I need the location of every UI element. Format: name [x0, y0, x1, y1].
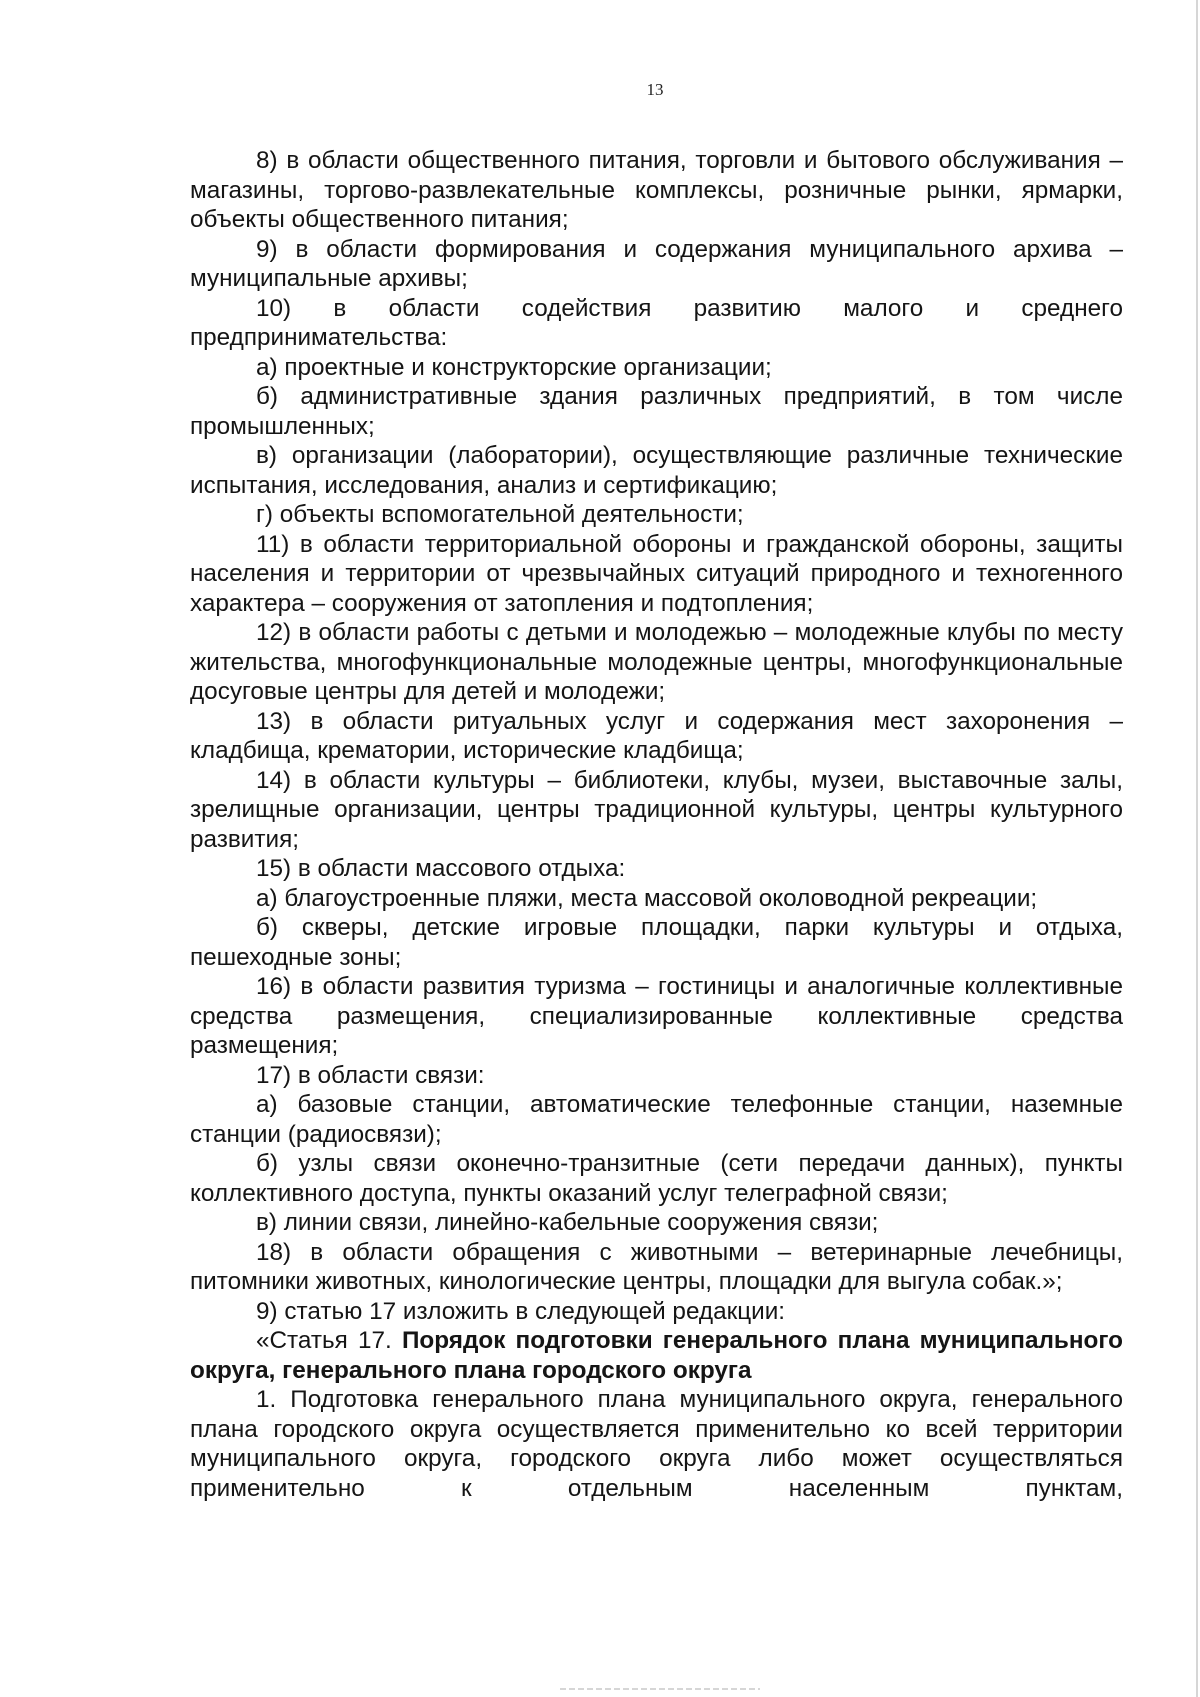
- paragraph: 1. Подготовка генерального плана муниципального округа, генерального плана городского округа осуществляется применительно ко всей территории муниципального округа, городского округа либо может осуществляться применительно к отдельным населенным пунктам,: [190, 1386, 1123, 1502]
- paragraph: в) линии связи, линейно-кабельные сооружения связи;: [256, 1209, 879, 1236]
- article-number: «Статья 17.: [256, 1327, 402, 1354]
- paragraph: г) объекты вспомогательной деятельности;: [256, 501, 744, 528]
- paragraph: 15) в области массового отдыха:: [256, 855, 626, 882]
- paragraph: б) административные здания различных предприятий, в том числе промышленных;: [190, 383, 1123, 440]
- paragraph: 16) в области развития туризма – гостиницы и аналогичные коллективные средства размещения, специализированные коллективные средства размещения;: [190, 973, 1123, 1059]
- article-title: Порядок подготовки генерального плана муниципального округа, генерального плана городского округа: [190, 1327, 1123, 1384]
- paragraph: 12) в области работы с детьми и молодежью – молодежные клубы по месту жительства, многофункциональные молодежные центры, многофункциональные досуговые центры для детей и молодежи;: [190, 619, 1123, 705]
- paragraph: 11) в области территориальной обороны и гражданской обороны, защиты населения и территории от чрезвычайных ситуаций природного и техногенного характера – сооружения от затопления и подтопления;: [190, 530, 1123, 617]
- paragraph: а) базовые станции, автоматические телефонные станции, наземные станции (радиосвязи);: [190, 1091, 1123, 1148]
- paragraph: 14) в области культуры – библиотеки, клубы, музеи, выставочные залы, зрелищные организации, центры традиционной культуры, центры культурного развития;: [190, 766, 1123, 853]
- article-heading: [190, 1326, 1123, 1385]
- paragraph: б) узлы связи оконечно-транзитные (сети передачи данных), пункты коллективного доступа, пункты оказаний услуг телеграфной связи;: [190, 1150, 1123, 1207]
- paragraph: 13) в области ритуальных услуг и содержания мест захоронения – кладбища, крематории, исторические кладбища;: [190, 707, 1123, 764]
- paragraph: 17) в области связи:: [256, 1061, 485, 1089]
- paragraph: а) благоустроенные пляжи, места массовой околоводной рекреации;: [256, 884, 1038, 912]
- paragraph: 9) в области формирования и содержания муниципального архива – муниципальные архивы;: [190, 235, 1123, 292]
- paragraph: в) организации (лаборатории), осуществляющие различные технические испытания, исследования, анализ и сертификацию;: [190, 442, 1123, 499]
- paragraph: 8) в области общественного питания, торговли и бытового обслуживания – магазины, торгово-развлекательные комплексы, розничные рынки, ярмарки, объекты общественного питания;: [190, 147, 1123, 233]
- scan-artifact: [560, 1688, 760, 1690]
- page-number: 13: [646, 80, 664, 99]
- paragraph: а) проектные и конструкторские организации;: [256, 353, 772, 381]
- paragraph: 9) статью 17 изложить в следующей редакции:: [256, 1297, 786, 1325]
- document-body: [190, 146, 1123, 1503]
- paragraph: 18) в области обращения с животными – ветеринарные лечебницы, питомники животных, кинологические центры, площадки для выгула собак.»;: [190, 1238, 1123, 1295]
- paragraph: 10) в области содействия развитию малого и среднего предпринимательства:: [190, 294, 1123, 351]
- paragraph: б) скверы, детские игровые площадки, парки культуры и отдыха, пешеходные зоны;: [190, 914, 1123, 971]
